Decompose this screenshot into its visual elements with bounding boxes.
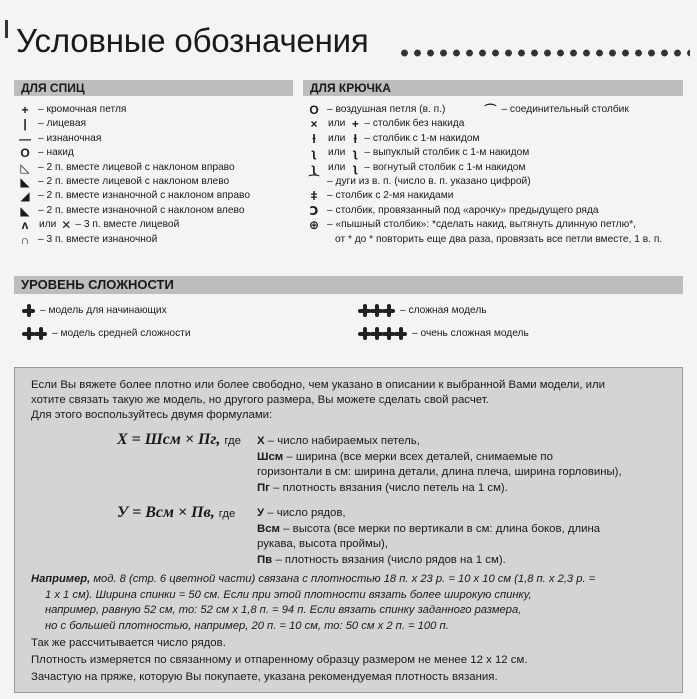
crochet-legend-text: – соединительный столбик — [501, 104, 629, 115]
or-label: или — [328, 147, 346, 159]
difficulty-level-3 — [358, 304, 487, 317]
formula-1-definitions: Х – число набираемых петель, Шсм – ширина (все мерки всех деталей, снимаемые по горизонтали в см: ширина детали, длина плеча, ширина горловины), Пг – плотность вязания (число петель на 1 см). — [257, 435, 622, 494]
difficulty-level-4 — [358, 327, 529, 340]
formula-1: X = Шсм × Пг, где — [117, 431, 241, 448]
crochet-legend-row — [303, 175, 662, 189]
calculation-info-box — [14, 367, 683, 693]
crochet-header: ДЛЯ КРЮЧКА — [303, 80, 683, 96]
knitting-alt-symbol-icon: ✕ — [61, 218, 72, 233]
cross-icon — [382, 304, 395, 317]
crochet-symbol-icon: ʅ — [312, 160, 316, 175]
outro-line-3: Зачастую на пряже, которую Вы покупаете, указана рекомендуемая плотность вязания. — [31, 671, 498, 683]
crochet-legend-row — [303, 233, 662, 247]
crochet-legend-row — [303, 146, 662, 160]
knitting-legend-row — [14, 233, 250, 247]
knitting-legend-text: – 3 п. вместе изнаночной — [38, 233, 158, 245]
crochet-legend-row — [303, 161, 662, 175]
crochet-legend-row — [303, 132, 662, 146]
crochet-legend-text: – дуги из в. п. (число в. п. указано цифрой) — [327, 175, 531, 187]
knitting-legend-text: – изнаночная — [38, 132, 102, 144]
cross-icon — [394, 327, 407, 340]
knitting-symbol-icon: ʌ — [21, 218, 29, 233]
knitting-legend-row — [14, 146, 250, 160]
knitting-symbol-icon: + — [21, 103, 29, 117]
crochet-symbol-icon: ʅ — [312, 146, 316, 161]
knitting-legend-row — [14, 218, 250, 232]
crochet-legend-text: от * до * повторить еще два раза, провязать все петли вместе, 1 в. п. — [335, 233, 663, 245]
knitting-legend — [14, 103, 250, 247]
knitting-legend-text: – кромочная петля — [38, 104, 127, 115]
slip-stitch-symbol-icon: ⌒ — [484, 103, 497, 117]
knitting-legend-text: – 2 п. вместе лицевой с наклоном вправо — [38, 161, 235, 173]
example-paragraph: Например, мод. 8 (стр. 6 цветной части) связана с плотностью 18 п. х 23 р. = 10 х 10 см (1,8 п. х 2,3 р. = 1 х 1 см). Ширина спинки = 50 см. Если при этой плотности вязать более широкую спинку, например, равную 52 см, то: 52 см х 1,8 п. = 94 п. Если вязать спинку заданного размера, но с большей плотностью, например, 20 п. = 10 см, то: 50 см х 2 п. = 100 п. — [31, 573, 596, 632]
difficulty-header: УРОВЕНЬ СЛОЖНОСТИ — [14, 276, 683, 294]
cross-icon — [22, 304, 35, 317]
intro-line-2: хотите связать такую же модель, но другого размера, Вы можете сделать свой расчет. — [31, 394, 489, 406]
outro-line-2: Плотность измеряется по связанному и отпаренному образцу размером не менее 12 х 12 см. — [31, 654, 528, 666]
knitting-symbol-icon: O — [20, 146, 30, 161]
crochet-legend — [303, 103, 662, 247]
difficulty-crosses-icon — [358, 327, 406, 340]
intro-line-1: Если Вы вяжете более плотно или более свободно, чем указано в описании к выбранной Вами модели, или — [31, 379, 606, 391]
formula-2: У = Всм × Пв, где — [117, 504, 236, 521]
crochet-legend-row — [303, 218, 662, 232]
crochet-legend-row — [303, 103, 662, 117]
difficulty-text: – очень сложная модель — [412, 328, 529, 339]
knitting-legend-text: – 3 п. вместе лицевой — [75, 219, 180, 231]
knitting-legend-row — [14, 132, 250, 146]
difficulty-text: – сложная модель — [400, 305, 487, 316]
knitting-legend-row — [14, 189, 250, 203]
crochet-legend-text: – воздушная петля (в. п.) — [327, 104, 446, 115]
difficulty-level-2 — [22, 327, 191, 340]
or-label: или — [328, 132, 346, 144]
page-title: Условные обозначения — [16, 22, 369, 59]
title-dotted-rule — [398, 46, 690, 60]
outro-line-1: Так же рассчитывается число рядов. — [31, 637, 226, 649]
knitting-legend-text: – лицевая — [38, 118, 86, 130]
crochet-legend-text: – выпуклый столбик с 1-м накидом — [364, 147, 530, 159]
crochet-alt-symbol-icon: ƚ — [353, 131, 357, 146]
knitting-header: ДЛЯ СПИЦ — [14, 80, 293, 96]
crochet-legend-text: – «пышный столбик»: *сделать накид, вытянуть длинную петлю*, — [327, 219, 637, 231]
difficulty-crosses-icon — [22, 304, 34, 317]
knitting-symbol-icon: — — [19, 131, 31, 146]
knitting-legend-text: – 2 п. вместе лицевой с наклоном влево — [38, 175, 230, 187]
intro-line-3: Для этого воспользуйтесь двумя формулами: — [31, 409, 273, 421]
difficulty-crosses-icon — [22, 327, 46, 340]
cross-icon — [34, 327, 47, 340]
knitting-legend-text: – 2 п. вместе изнаночной с наклоном вправо — [38, 190, 250, 202]
difficulty-text: – модель для начинающих — [40, 305, 167, 316]
or-label: или — [328, 161, 346, 173]
crochet-alt-symbol-icon: + — [351, 117, 359, 132]
crochet-legend-row — [303, 117, 662, 131]
knitting-legend-row — [14, 117, 250, 131]
crochet-symbol-icon: O — [309, 103, 319, 117]
crochet-legend-text: – столбик, провязанный под «арочку» предыдущего ряда — [327, 204, 599, 216]
knitting-symbol-icon: ◢ — [20, 189, 30, 204]
knitting-legend-row — [14, 175, 250, 189]
crochet-legend-text: – вогнутый столбик с 1-м накидом — [364, 161, 526, 173]
knitting-symbol-icon: | — [23, 117, 27, 132]
knitting-legend-row — [14, 161, 250, 175]
formula-2-definitions: У – число рядов, Всм – высота (все мерки по вертикали в см: длина боков, длина рукава, высота проймы), Пв – плотность вязания (число рядов на 1 см). — [257, 507, 601, 566]
knitting-symbol-icon: ◣ — [20, 174, 30, 189]
crochet-symbol-icon: × — [310, 117, 318, 132]
knitting-legend-row — [14, 204, 250, 218]
crochet-alt-symbol-icon: ʅ — [353, 146, 358, 161]
knitting-symbol-icon: ◺ — [20, 160, 30, 175]
difficulty-crosses-icon — [358, 304, 394, 317]
crochet-legend-text: – столбик с 1-м накидом — [364, 132, 480, 144]
crochet-legend-text: – столбик с 2-мя накидами — [327, 190, 454, 202]
difficulty-level-1 — [22, 304, 167, 317]
difficulty-text: – модель средней сложности — [52, 328, 191, 339]
crochet-symbol-icon: ⊕ — [308, 218, 320, 233]
crochet-symbol-icon: ƚ — [312, 131, 316, 146]
knitting-legend-text: – накид — [38, 147, 74, 159]
knitting-legend-row — [14, 103, 250, 117]
crochet-legend-row — [303, 204, 662, 218]
knitting-legend-text: – 2 п. вместе изнаночной с наклоном влево — [38, 204, 245, 216]
crochet-alt-symbol-icon: ʅ — [353, 160, 358, 175]
knitting-symbol-icon: ∩ — [20, 232, 30, 247]
edge-mark — [5, 20, 8, 38]
crochet-symbol-icon: Ↄ — [309, 203, 319, 218]
crochet-symbol-icon: ǂ — [310, 189, 318, 204]
knitting-symbol-icon: ◣ — [20, 203, 30, 218]
crochet-legend-row — [303, 189, 662, 203]
crochet-symbol-icon: ⁀ — [309, 174, 319, 189]
or-label: или — [328, 118, 346, 130]
crochet-legend-text: – столбик без накида — [364, 118, 465, 130]
or-label: или — [39, 219, 57, 231]
